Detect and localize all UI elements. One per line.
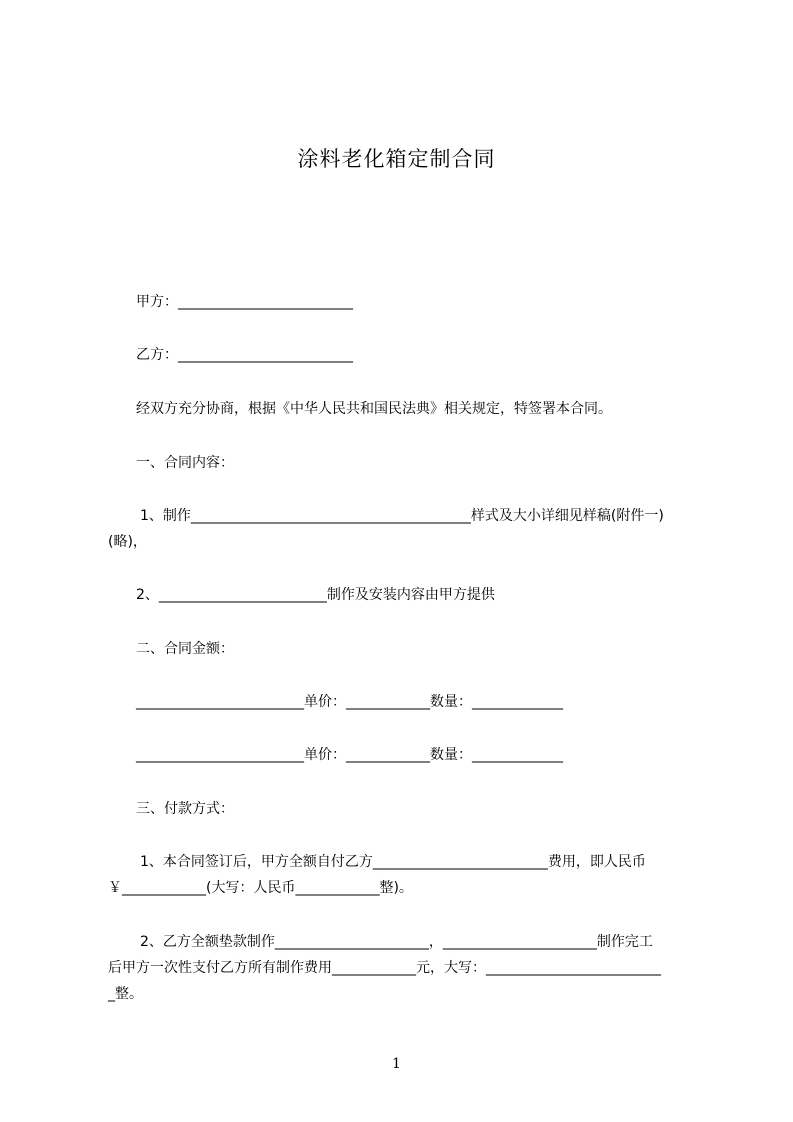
amount-row-1: ________________________单价：____________数量：_____________ — [136, 694, 563, 710]
section-1-item-1-line-2: (略)， — [108, 534, 147, 550]
section-1-heading: 一、合同内容： — [136, 455, 234, 471]
amount-row-2: ________________________单价：____________数量：_____________ — [136, 747, 563, 763]
document-title: 涂料老化箱定制合同 — [297, 147, 496, 171]
section-3-item-2-line-2: 后甲方一次性支付乙方所有制作费用____________元，大写：_________________________ — [108, 960, 661, 976]
party-b-line: 乙方：_________________________ — [136, 347, 353, 363]
section-3-heading: 三、付款方式： — [136, 801, 234, 817]
page-number: 1 — [392, 1056, 401, 1072]
section-3-item-2-line-3: _整。 — [108, 986, 143, 1002]
preamble-text: 经双方充分协商，根据《中华人民共和国民法典》相关规定，特签署本合同。 — [136, 401, 612, 417]
section-3-item-1-line-2: ￥____________(大写：人民币____________整)。 — [108, 880, 413, 896]
section-3-item-1-line-1: 1、本合同签订后，甲方全额自付乙方_________________________费用，即人民币 — [140, 854, 646, 870]
section-1-item-2: 2、________________________制作及安装内容由甲方提供 — [136, 587, 495, 603]
section-1-item-1-line-1: 1、制作________________________________________样式及大小详细见样稿(附件一) — [140, 508, 664, 524]
section-2-heading: 二、合同金额： — [136, 641, 234, 657]
section-3-item-2-line-1: 2、乙方全额垫款制作______________________，______________________制作完工 — [140, 934, 653, 950]
party-a-line: 甲方：_________________________ — [136, 294, 353, 310]
